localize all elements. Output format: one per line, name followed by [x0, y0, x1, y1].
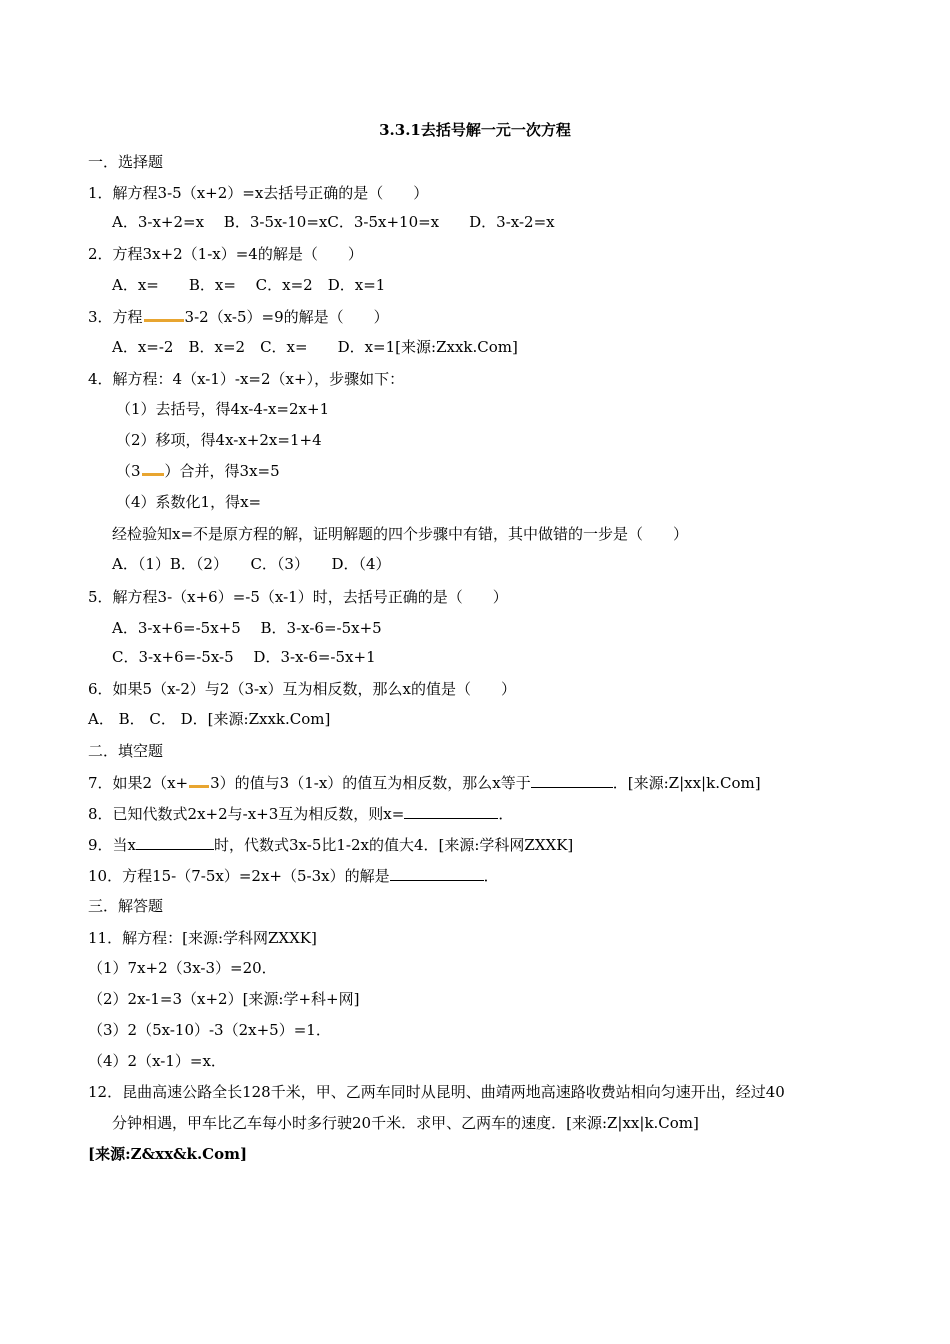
section-heading-solve: 三．解答题: [88, 897, 164, 915]
page-title: 3.3.1去括号解一元一次方程: [379, 121, 571, 139]
question-9: [88, 834, 573, 855]
answer-blank: [404, 803, 498, 819]
question-11-part-4: （4）2（x-1）=x．: [88, 1052, 226, 1070]
question-3-stem-part-a: 3．方程: [88, 308, 143, 326]
question-4-step-1: （1）去括号，得4x-4-x=2x+1: [116, 400, 330, 418]
question-10: [88, 865, 499, 886]
question-7-part-a: 7．如果2（x+: [88, 774, 189, 792]
question-7-part-c: ．[来源:Z|xx|k.Com]: [612, 774, 761, 792]
question-8: [88, 803, 513, 824]
question-4-step-3-part-a: （3: [116, 462, 141, 480]
question-1-stem: 1．解方程3-5（x+2）=x去括号正确的是（ ）: [88, 184, 429, 202]
question-4-options: A．（1）B．（2） C．（3） D．（4）: [112, 555, 391, 573]
source-footnote: [来源:Z&xx&k.Com]: [88, 1145, 248, 1163]
question-8-part-a: 8．已知代数式2x+2与-x+3互为相反数，则x=: [88, 805, 405, 823]
question-8-part-b: ．: [498, 805, 514, 823]
question-4-step-4: （4）系数化1，得x=: [116, 493, 262, 511]
question-12-line-1: 12．昆曲高速公路全长128千米，甲、乙两车同时从昆明、曲靖两地高速路收费站相向匀速开出，经过40: [88, 1083, 785, 1101]
question-5-stem: 5．解方程3-（x+6）=-5（x-1）时，去括号正确的是（ ）: [88, 588, 508, 606]
highlight-mark: [189, 775, 209, 788]
question-11-stem: 11．解方程：[来源:学科网ZXXK]: [88, 929, 317, 947]
question-4-step-3: [116, 461, 280, 481]
question-1-options: A．3-x+2=x B．3-5x-10=xC．3-5x+10=x D．3-x-2=x: [112, 213, 555, 231]
question-4-stem: 4．解方程：4（x-1）-x=2（x+），步骤如下：: [88, 370, 405, 388]
question-5-options-row-1: A．3-x+6=-5x+5 B．3-x-6=-5x+5: [112, 619, 382, 637]
section-heading-choice: 一．选择题: [88, 153, 164, 171]
question-2-options: A．x= B．x= C．x=2 D．x=1: [112, 276, 386, 294]
question-7: [88, 772, 761, 793]
question-10-part-b: ．: [483, 867, 499, 885]
question-6-stem: 6．如果5（x-2）与2（3-x）互为相反数，那么x的值是（ ）: [88, 680, 516, 698]
highlight-mark: [144, 309, 184, 322]
question-12-line-2: 分钟相遇，甲车比乙车每小时多行驶20千米．求甲、乙两车的速度．[来源:Z|xx|k.Com]: [112, 1114, 699, 1132]
question-11-part-1: （1）7x+2（3x-3）=20．: [88, 959, 277, 977]
section-heading-fill: 二．填空题: [88, 742, 164, 760]
question-2-stem: 2．方程3x+2（1-x）=4的解是（ ）: [88, 245, 363, 263]
question-3-options: A．x=-2 B．x=2 C．x= D．x=1[来源:Zxxk.Com]: [112, 338, 518, 356]
highlight-mark: [142, 463, 164, 476]
question-4-step-2: （2）移项，得4x-x+2x=1+4: [116, 431, 322, 449]
question-3-stem-part-b: 3-2（x-5）=9的解是（ ）: [184, 308, 389, 326]
question-4-check: 经检验知x=不是原方程的解，证明解题的四个步骤中有错，其中做错的一步是（ ）: [112, 525, 689, 543]
question-5-options-row-2: C．3-x+6=-5x-5 D．3-x-6=-5x+1: [112, 648, 376, 666]
question-4-step-3-part-b: ）合并，得3x=5: [164, 462, 280, 480]
question-9-part-b: 时，代数式3x-5比1-2x的值大4．[来源:学科网ZXXK]: [214, 836, 574, 854]
question-9-part-a: 9．当x: [88, 836, 137, 854]
question-3-stem: [88, 307, 389, 327]
question-10-part-a: 10．方程15-（7-5x）=2x+（5-3x）的解是: [88, 867, 390, 885]
question-7-part-b: 3）的值与3（1-x）的值互为相反数，那么x等于: [210, 774, 531, 792]
question-11-part-3: （3）2（5x-10）-3（2x+5）=1．: [88, 1021, 331, 1039]
question-6-options: A． B． C． D．[来源:Zxxk.Com]: [88, 710, 331, 728]
question-11-part-2: （2）2x-1=3（x+2）[来源:学+科+网]: [88, 990, 360, 1008]
answer-blank: [531, 772, 613, 788]
answer-blank: [390, 865, 484, 881]
answer-blank: [136, 834, 214, 850]
